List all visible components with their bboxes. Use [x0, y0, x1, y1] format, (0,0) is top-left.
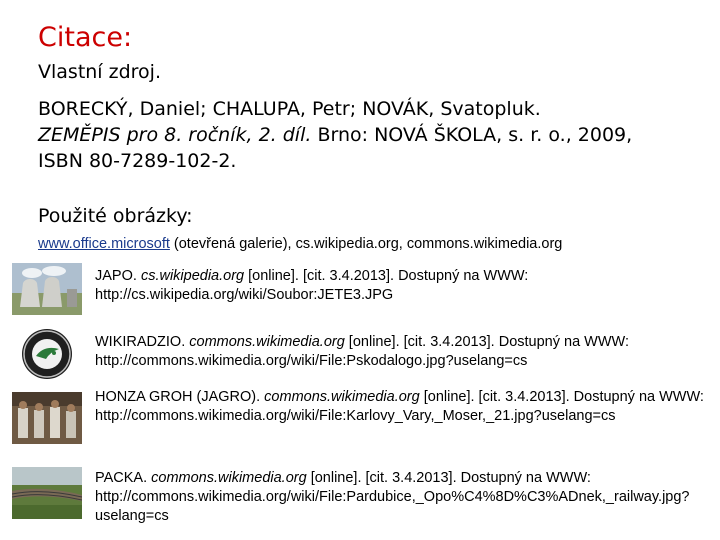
citation-authors: BORECKÝ, Daniel; CHALUPA, Petr; NOVÁK, Svatopluk. — [38, 98, 541, 120]
entry-author: PACKA. — [95, 470, 152, 486]
entry-author: JAPO. — [95, 268, 141, 284]
entry-details: [online]. [cit. 3.4.2013]. Dostupný na WWW: http://cs.wikipedia.org/wiki/Soubor:JETE3.JPG — [95, 268, 529, 303]
entry-details: [online]. [cit. 3.4.2013]. Dostupný na WWW: http://commons.wikimedia.org/wiki/File:Pskodalogo.jpg?uselang=cs — [95, 334, 630, 369]
glass-factory-photo-icon — [12, 392, 82, 444]
citation-title: ZEMĚPIS pro 8. ročník, 2. díl. — [38, 124, 312, 146]
citation-isbn: ISBN 80-7289-102-2. — [38, 150, 237, 172]
image-citation-entry — [95, 267, 710, 305]
entry-site: commons.wikimedia.org — [264, 389, 420, 405]
entry-author: HONZA GROH (JAGRO). — [95, 389, 265, 405]
power-plant-photo-icon — [12, 263, 82, 315]
entry-site: commons.wikimedia.org — [189, 334, 345, 350]
own-source-note: Vlastní zdroj. — [38, 61, 161, 83]
images-heading: Použité obrázky: — [38, 205, 193, 227]
citation-title-line — [38, 122, 708, 148]
skoda-logo-icon — [12, 328, 82, 380]
entry-details: [online]. [cit. 3.4.2013]. Dostupný na WWW: http://commons.wikimedia.org/wiki/File:Karlovy_Vary,_Moser,_21.jpg?uselang=cs — [95, 389, 704, 424]
image-sources-line — [38, 236, 562, 252]
image-sources-rest: (otevřená galerie), cs.wikipedia.org, commons.wikimedia.org — [169, 236, 563, 252]
entry-author: WIKIRADZIO. — [95, 334, 190, 350]
entry-details: [online]. [cit. 3.4.2013]. Dostupný na WWW: http://commons.wikimedia.org/wiki/File:Pardubice,_Opo%C4%8D%C3%ADnek,_railway.jpg?uselang=cs — [95, 470, 690, 524]
image-citation-entry — [95, 388, 710, 426]
page-heading: Citace: — [38, 22, 133, 53]
railway-photo-icon — [12, 467, 82, 519]
image-citation-entry — [95, 333, 710, 371]
entry-site: cs.wikipedia.org — [140, 268, 245, 284]
image-citation-entry — [95, 469, 710, 526]
entry-site: commons.wikimedia.org — [151, 470, 307, 486]
citation-publisher: Brno: NOVÁ ŠKOLA, s. r. o., 2009, — [311, 124, 633, 146]
office-gallery-link[interactable]: www.office.microsoft — [38, 236, 170, 252]
book-citation — [38, 96, 708, 174]
